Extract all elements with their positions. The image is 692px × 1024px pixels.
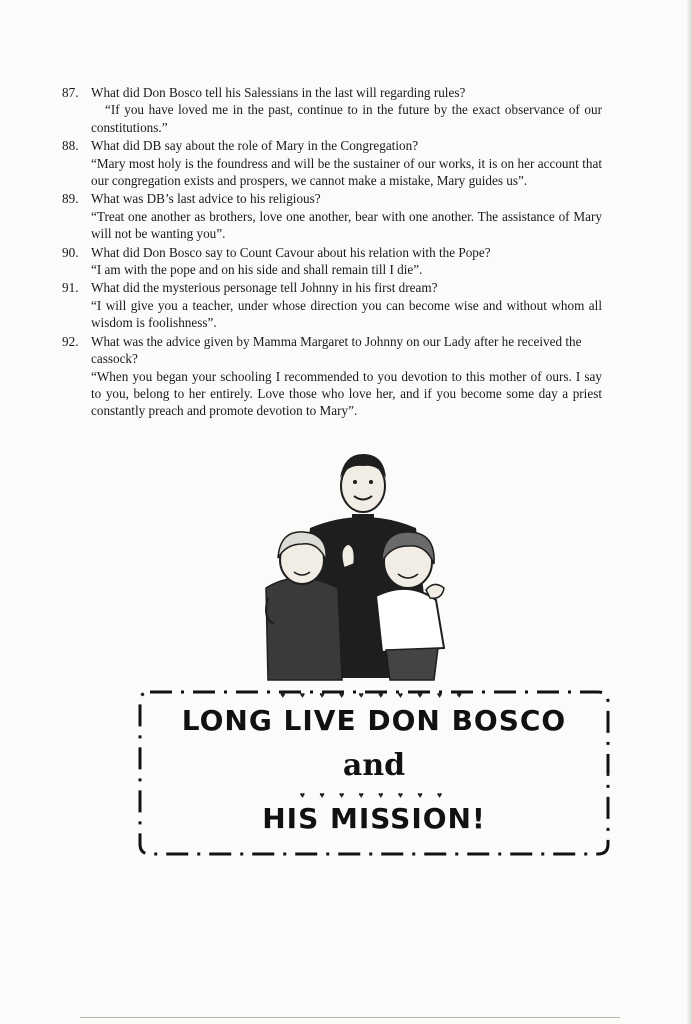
bottom-rule <box>80 1017 620 1018</box>
banner-line-3: HIS MISSION! <box>262 802 486 835</box>
qa-item-92 <box>62 333 602 420</box>
question-number: 90. <box>62 244 79 260</box>
question-text: What did the mysterious personage tell Johnny in his first dream? <box>91 280 438 296</box>
qa-item-88 <box>62 137 602 189</box>
answer-text: “I will give you a teacher, under whose direction you can become wise and without whom all wisdom is foolishness”. <box>91 297 602 331</box>
answer-text: “When you began your schooling I recommended to you devotion to this mother of ours. I say to you, belong to her entirely. Love those who love her, and if you become some day a priest constantly preach and promote devotion to Mary”. <box>91 368 602 419</box>
hearts-decoration: ♥ ♥ ♥ ♥ ♥ ♥ ♥ ♥ <box>299 790 449 800</box>
question-text: What was the advice given by Mamma Margaret to Johnny on our Lady after he received the cassock? <box>91 333 582 367</box>
answer-text: “I am with the pope and on his side and shall remain till I die”. <box>91 262 423 278</box>
don-bosco-with-children-illustration <box>258 448 468 688</box>
hearts-decoration: ♥ ♥ ♥ ♥ ♥ ♥ ♥ ♥ ♥ ♥ <box>280 690 468 700</box>
long-live-don-bosco-banner <box>136 684 612 858</box>
answer-text: “If you have loved me in the past, continue to in the future by the exact observance of our constitutions.” <box>91 102 602 135</box>
qa-item-90 <box>62 244 602 279</box>
answer-text: “Treat one another as brothers, love one another, bear with one another. The assistance of Mary will not be wanting you”. <box>91 208 602 242</box>
question-number: 88. <box>62 138 79 154</box>
question-text: What did Don Bosco tell his Salessians in the last will regarding rules? <box>91 85 466 100</box>
qa-item-91 <box>62 279 602 331</box>
question-number: 91. <box>62 280 79 296</box>
question-text: What was DB’s last advice to his religious? <box>91 191 321 207</box>
question-text: What did Don Bosco say to Count Cavour about his relation with the Pope? <box>91 244 491 260</box>
question-number: 89. <box>62 191 79 207</box>
banner-line-1: LONG LIVE DON BOSCO <box>181 704 567 737</box>
page-edge-shadow <box>686 0 692 1024</box>
qa-item-89 <box>62 190 602 242</box>
question-number: 92. <box>62 333 79 349</box>
qa-item-87 <box>62 84 602 136</box>
answer-text: “Mary most holy is the foundress and will be the sustainer of our works, it is on her account that our congregation exists and prospers, we cannot make a mistake, Mary guides us”. <box>91 155 602 189</box>
qa-list <box>62 84 602 421</box>
banner-line-2: and <box>342 748 406 783</box>
question-text: What did DB say about the role of Mary in the Congregation? <box>91 138 419 154</box>
question-number: 87. <box>62 85 79 100</box>
